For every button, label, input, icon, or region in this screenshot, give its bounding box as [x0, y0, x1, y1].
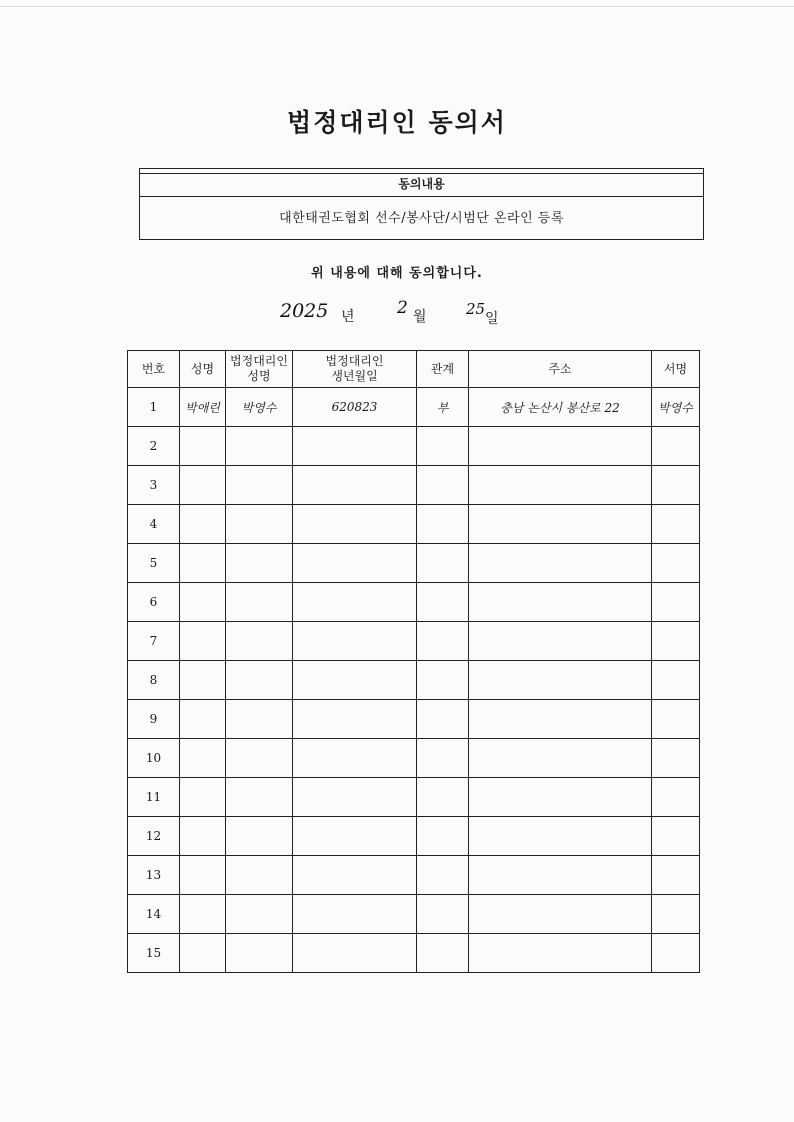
signature-cell	[652, 544, 700, 583]
relation-cell	[417, 427, 469, 466]
guardian-birthdate-cell: 620823	[293, 388, 417, 427]
guardian-name-cell	[226, 505, 293, 544]
guardian-table	[127, 350, 700, 973]
relation-cell	[417, 739, 469, 778]
row-number-cell: 5	[128, 544, 180, 583]
header-guardian-name: 법정대리인 성명	[226, 351, 293, 388]
relation-cell	[417, 583, 469, 622]
table-row	[128, 622, 700, 661]
signature-cell	[652, 661, 700, 700]
header-address: 주소	[469, 351, 652, 388]
student-name-cell	[180, 934, 226, 973]
address-cell	[469, 661, 652, 700]
guardian-birthdate-cell	[293, 466, 417, 505]
header-relation: 관계	[417, 351, 469, 388]
relation-cell	[417, 700, 469, 739]
student-name-cell	[180, 856, 226, 895]
guardian-birthdate-cell	[293, 739, 417, 778]
guardian-name-cell	[226, 700, 293, 739]
guardian-birthdate-cell	[293, 895, 417, 934]
row-number-cell: 9	[128, 700, 180, 739]
signature-cell	[652, 856, 700, 895]
row-number-cell: 4	[128, 505, 180, 544]
relation-cell	[417, 661, 469, 700]
address-cell	[469, 466, 652, 505]
scan-edge-line	[0, 6, 794, 7]
row-number-cell: 12	[128, 817, 180, 856]
student-name-cell	[180, 427, 226, 466]
student-name-cell	[180, 466, 226, 505]
guardian-birthdate-cell	[293, 583, 417, 622]
student-name-cell	[180, 817, 226, 856]
student-name-cell	[180, 700, 226, 739]
row-number-cell: 8	[128, 661, 180, 700]
relation-cell	[417, 466, 469, 505]
signature-cell	[652, 700, 700, 739]
guardian-birthdate-cell	[293, 622, 417, 661]
relation-cell	[417, 544, 469, 583]
relation-cell	[417, 622, 469, 661]
row-number-cell: 11	[128, 778, 180, 817]
signature-cell	[652, 934, 700, 973]
consent-header: 동의내용	[140, 173, 703, 197]
guardian-name-cell	[226, 661, 293, 700]
date-day-label: 일	[485, 311, 499, 327]
consent-body: 대한태권도협회 선수/봉사단/시범단 온라인 등록	[279, 211, 564, 226]
guardian-birthdate-cell	[293, 505, 417, 544]
table-body	[128, 388, 700, 973]
relation-cell	[417, 934, 469, 973]
address-cell: 충남 논산시 봉산로 22	[469, 388, 652, 427]
signature-cell	[652, 466, 700, 505]
consent-content-box	[139, 168, 704, 240]
signature-cell	[652, 427, 700, 466]
address-cell	[469, 622, 652, 661]
student-name-cell: 박애린	[180, 388, 226, 427]
table-header-row	[128, 351, 700, 388]
signature-cell	[652, 778, 700, 817]
table-row	[128, 934, 700, 973]
guardian-birthdate-cell	[293, 778, 417, 817]
header-name: 성명	[180, 351, 226, 388]
table-row	[128, 544, 700, 583]
student-name-cell	[180, 583, 226, 622]
address-cell	[469, 700, 652, 739]
address-cell	[469, 583, 652, 622]
table-row	[128, 661, 700, 700]
guardian-birthdate-cell	[293, 934, 417, 973]
header-signature: 서명	[652, 351, 700, 388]
date-day: 25	[466, 300, 486, 318]
header-guardian-birth: 법정대리인 생년월일	[293, 351, 417, 388]
guardian-name-cell	[226, 856, 293, 895]
guardian-name-cell	[226, 778, 293, 817]
address-cell	[469, 544, 652, 583]
table-row	[128, 778, 700, 817]
student-name-cell	[180, 505, 226, 544]
relation-cell	[417, 895, 469, 934]
guardian-name-cell	[226, 466, 293, 505]
table-row	[128, 895, 700, 934]
guardian-name-cell	[226, 622, 293, 661]
row-number-cell: 7	[128, 622, 180, 661]
table-row	[128, 583, 700, 622]
date-line	[280, 300, 540, 330]
guardian-name-cell	[226, 817, 293, 856]
table-row	[128, 388, 700, 427]
table-row	[128, 427, 700, 466]
row-number-cell: 2	[128, 427, 180, 466]
guardian-birthdate-cell	[293, 856, 417, 895]
address-cell	[469, 427, 652, 466]
row-number-cell: 10	[128, 739, 180, 778]
relation-cell	[417, 778, 469, 817]
table-row	[128, 817, 700, 856]
guardian-name-cell	[226, 739, 293, 778]
signature-cell	[652, 817, 700, 856]
student-name-cell	[180, 739, 226, 778]
address-cell	[469, 505, 652, 544]
row-number-cell: 14	[128, 895, 180, 934]
signature-cell	[652, 895, 700, 934]
relation-cell: 부	[417, 388, 469, 427]
table-row	[128, 466, 700, 505]
table-row	[128, 505, 700, 544]
row-number-cell: 3	[128, 466, 180, 505]
row-number-cell: 6	[128, 583, 180, 622]
header-number: 번호	[128, 351, 180, 388]
relation-cell	[417, 856, 469, 895]
date-month: 2	[397, 298, 408, 318]
address-cell	[469, 739, 652, 778]
signature-cell	[652, 622, 700, 661]
row-number-cell: 15	[128, 934, 180, 973]
signature-cell: 박영수	[652, 388, 700, 427]
table-row	[128, 739, 700, 778]
student-name-cell	[180, 544, 226, 583]
guardian-birthdate-cell	[293, 700, 417, 739]
signature-cell	[652, 583, 700, 622]
agreement-statement: 위 내용에 대해 동의합니다.	[311, 266, 483, 281]
guardian-birthdate-cell	[293, 544, 417, 583]
student-name-cell	[180, 661, 226, 700]
document-title: 법정대리인 동의서	[287, 108, 507, 137]
guardian-name-cell: 박영수	[226, 388, 293, 427]
address-cell	[469, 817, 652, 856]
guardian-name-cell	[226, 427, 293, 466]
relation-cell	[417, 817, 469, 856]
student-name-cell	[180, 622, 226, 661]
student-name-cell	[180, 778, 226, 817]
table-row	[128, 856, 700, 895]
guardian-birthdate-cell	[293, 427, 417, 466]
date-year: 2025	[280, 300, 329, 322]
row-number-cell: 1	[128, 388, 180, 427]
signature-cell	[652, 505, 700, 544]
row-number-cell: 13	[128, 856, 180, 895]
guardian-name-cell	[226, 895, 293, 934]
guardian-name-cell	[226, 544, 293, 583]
guardian-birthdate-cell	[293, 661, 417, 700]
student-name-cell	[180, 895, 226, 934]
address-cell	[469, 856, 652, 895]
date-month-label: 월	[413, 309, 427, 325]
guardian-name-cell	[226, 934, 293, 973]
date-year-label: 년	[341, 309, 355, 325]
address-cell	[469, 778, 652, 817]
signature-cell	[652, 739, 700, 778]
guardian-birthdate-cell	[293, 817, 417, 856]
guardian-name-cell	[226, 583, 293, 622]
table-row	[128, 700, 700, 739]
address-cell	[469, 934, 652, 973]
address-cell	[469, 895, 652, 934]
relation-cell	[417, 505, 469, 544]
